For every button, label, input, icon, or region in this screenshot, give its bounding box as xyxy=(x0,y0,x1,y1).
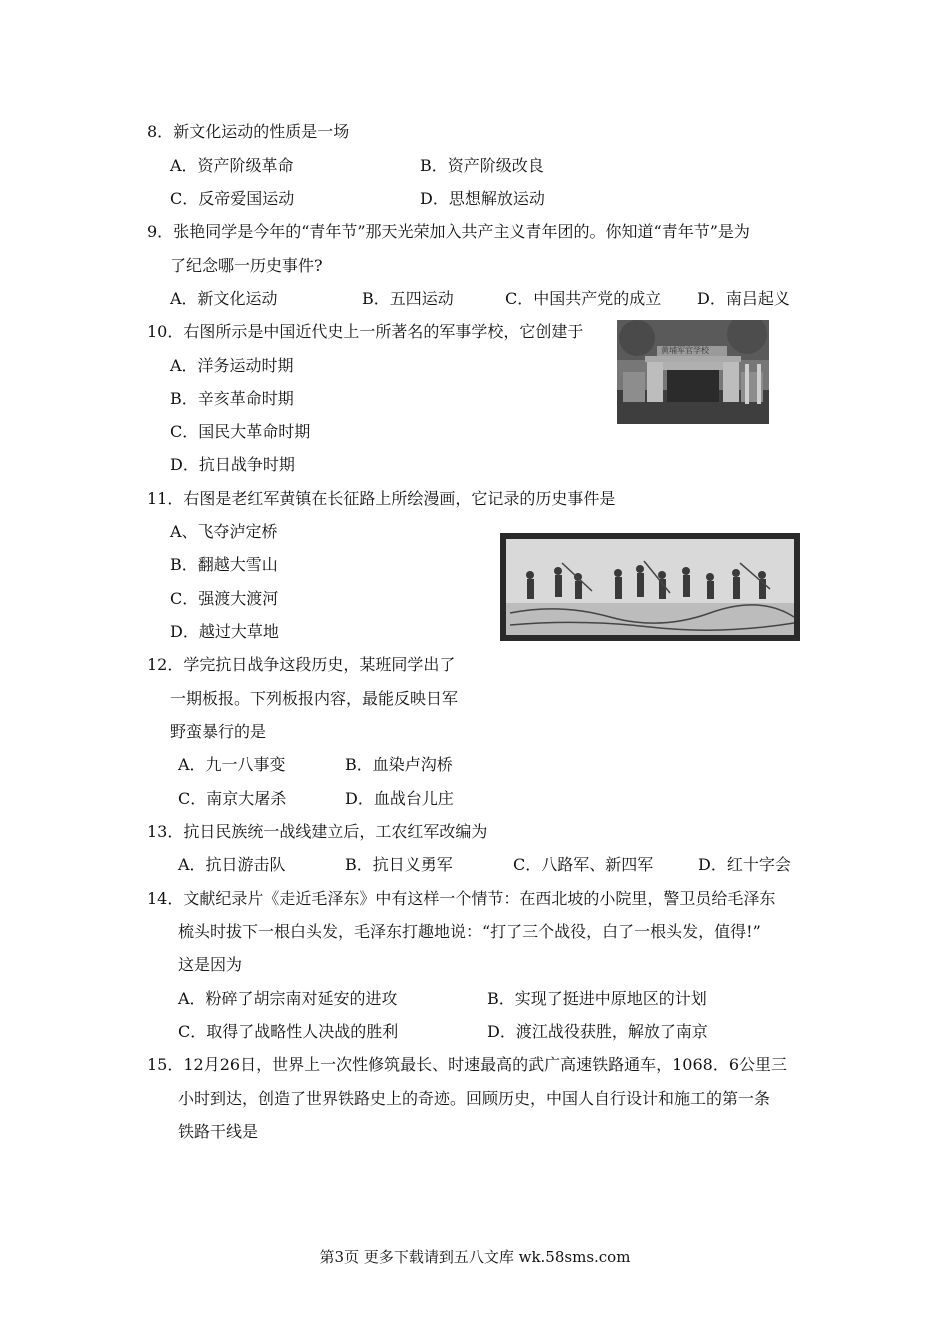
option-c: C．强渡大渡河 xyxy=(170,589,279,608)
question-11-stem: 11．右图是老红军黄镇在长征路上所绘漫画，它记录的历史事件是 xyxy=(147,489,616,508)
question-9-stem-line-2: 了纪念哪一历史事件? xyxy=(170,256,323,275)
option-d: D．渡江战役获胜，解放了南京 xyxy=(487,1022,708,1041)
option-b: B．资产阶级改良 xyxy=(420,156,544,175)
option-b: B．抗日义勇军 xyxy=(345,855,453,874)
option-b: B．五四运动 xyxy=(362,289,454,308)
option-d: D．抗日战争时期 xyxy=(170,455,295,474)
option-d: D．越过大草地 xyxy=(170,622,279,641)
option-c: C．反帝爱国运动 xyxy=(170,189,295,208)
option-b: B．辛亥革命时期 xyxy=(170,389,294,408)
option-a: A．资产阶级革命 xyxy=(170,156,294,175)
option-b: B．翻越大雪山 xyxy=(170,555,278,574)
question-14-stem-line-2: 梳头时拔下一根白头发，毛泽东打趣地说：“打了三个战役，白了一根头发，值得!” xyxy=(178,922,761,941)
question-14-stem-line-3: 这是因为 xyxy=(178,955,243,974)
question-12-stem-line-1: 12．学完抗日战争这段历史，某班同学出了 xyxy=(147,655,456,674)
option-c: C．南京大屠杀 xyxy=(178,789,287,808)
option-c: C．中国共产党的成立 xyxy=(505,289,662,308)
question-10-stem: 10．右图所示是中国近代史上一所著名的军事学校，它创建于 xyxy=(147,322,584,341)
option-d: D．思想解放运动 xyxy=(420,189,545,208)
question-15-stem-line-3: 铁路干线是 xyxy=(178,1122,259,1141)
option-a: A．粉碎了胡宗南对延安的进攻 xyxy=(178,989,398,1008)
question-9-stem-line-1: 9．张艳同学是今年的“青年节”那天光荣加入共产主义青年团的。你知道“青年节”是为 xyxy=(147,222,750,241)
page-footer: 第3页 更多下载请到五八文库 wk.58sms.com xyxy=(319,1248,631,1266)
question-12-stem-line-2: 一期板报。下列板报内容，最能反映日军 xyxy=(170,689,459,708)
question-14-stem-line-1: 14．文献纪录片《走近毛泽东》中有这样一个情节：在西北坡的小院里，警卫员给毛泽东 xyxy=(147,889,776,908)
option-d: D．红十字会 xyxy=(698,855,791,874)
question-12-stem-line-3: 野蛮暴行的是 xyxy=(170,722,267,741)
option-a: A．新文化运动 xyxy=(170,289,278,308)
option-d: D．血战台儿庄 xyxy=(345,789,454,808)
option-b: B．实现了挺进中原地区的计划 xyxy=(487,989,707,1008)
question-15-stem-line-1: 15．12月26日，世界上一次性修筑最长、时速最高的武广高速铁路通车，1068．6公里三 xyxy=(147,1055,787,1074)
option-a: A．洋务运动时期 xyxy=(170,356,294,375)
photo-caption: 黄埔军官学校 xyxy=(661,346,709,355)
option-b: B．血染卢沟桥 xyxy=(345,755,453,774)
option-a: A．九一八事变 xyxy=(178,755,286,774)
option-d: D．南吕起义 xyxy=(697,289,790,308)
option-a: A．抗日游击队 xyxy=(178,855,286,874)
option-a: A、飞夺泸定桥 xyxy=(170,522,278,541)
option-c: C．取得了战略性人决战的胜利 xyxy=(178,1022,399,1041)
option-c: C．八路军、新四军 xyxy=(513,855,654,874)
gate-photo-icon xyxy=(617,320,769,424)
option-c: C．国民大革命时期 xyxy=(170,422,311,441)
question-15-stem-line-2: 小时到达，创造了世界铁路史上的奇迹。回顾历史，中国人自行设计和施工的第一条 xyxy=(178,1089,771,1108)
question-8-stem: 8．新文化运动的性质是一场 xyxy=(147,122,350,141)
question-13-stem: 13．抗日民族统一战线建立后，工农红军改编为 xyxy=(147,822,488,841)
march-sketch-icon xyxy=(500,533,800,641)
